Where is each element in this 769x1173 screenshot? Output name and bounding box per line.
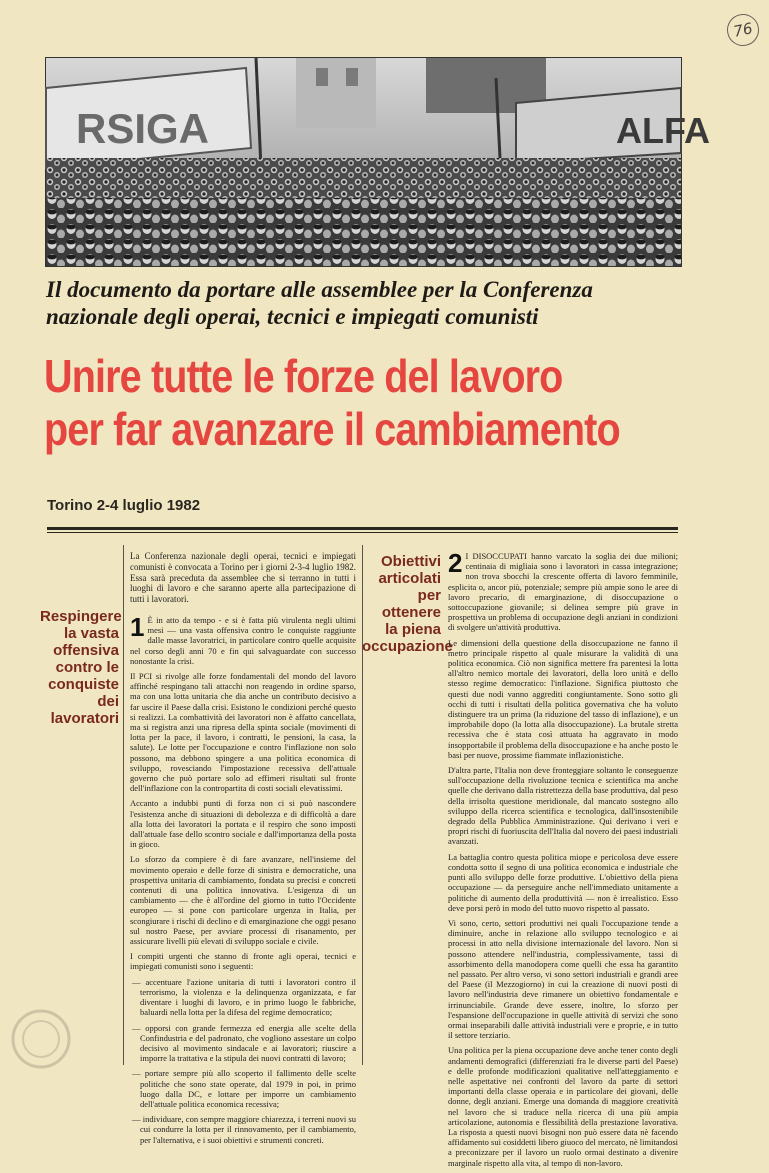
- paragraph: [448, 548, 678, 633]
- section1-title-line: la vasta: [63, 625, 119, 642]
- paragraph: D'altra parte, l'Italia non deve fronteggiare soltanto le conseguenze sull'occupazione della rivoluzione tecnica e scientifica ma anche quelle che derivano dalla ristrettezza della base produttiva, dal peso della irrisolta questione meridionale, dal mancato sostegno allo sviluppo della ricerca scientifica e tecnologica, dall'insostenibile degrado della Pubblica Amministrazione. Qui derivano i veri e propri rischi di fuoriuscita dell'Italia dal novero dei paesi industriali avanzati.: [448, 765, 678, 847]
- section2-title-line: articolati: [378, 570, 441, 587]
- paragraph: I compiti urgenti che stanno di fronte agli operai, tecnici e impiegati comunisti sono i seguenti:: [130, 951, 356, 972]
- section1-title-line: Respingere: [40, 608, 122, 625]
- paragraph: [130, 611, 356, 666]
- section2-title-line: la piena: [385, 621, 441, 638]
- section2-title-line: ottenere: [381, 604, 441, 621]
- page-number: 76: [724, 11, 762, 49]
- paragraph: Lo sforzo da compiere è di fare avanzare, nell'insieme del movimento operaio e delle forze di sinistra e democratiche, una prospettiva unitaria di cambiamento, fondata su precisi e concreti contenuti di una politica innovativa. L'esigenza di un cambiamento — che è all'ordine del giorno in tutto l'Occidente europeo — si pone con particolare urgenza in Italia, per scongiurare i rischi di declino e di emarginazione che oggi pesano sul nostro Paese, per avviare processi di risanamento, per assicurare livelli più elevati di sviluppo sociale e civile.: [130, 854, 356, 947]
- section2-title: [362, 553, 453, 655]
- subtitle-line: nazionale degli operai, tecnici e impiegati comunisti: [46, 304, 539, 329]
- section1-number: 1: [130, 611, 145, 642]
- subtitle-line: Il documento da portare alle assemblee per la Conferenza: [46, 277, 593, 302]
- intro-paragraph: La Conferenza nazionale degli operai, tecnici e impiegati comunisti è convocata a Torino per i giorni 2-3-4 luglio 1982. Essa sarà preceduta da assemblee che si terranno in tutti i luoghi di lavoro e che saranno aperte alla partecipazione di tutti i lavoratori.: [130, 551, 356, 605]
- headline-line: per far avanzare il cambiamento: [44, 403, 620, 455]
- paragraph: Vi sono, certo, settori produttivi nei quali l'occupazione tende a diminuire, anche in relazione allo sviluppo tecnologico e ai processi in atto nella divisione internazionale del lavoro. Non si possono attendere nell'industria, complessivamente, tassi di assorbimento della manodopera come quelli che essa ha garantito nel passato. Per altro verso, vi sono settori industriali e grandi aree del Paese (il Mezzogiorno) in cui la creazione di nuovi posti di lavoro nell'industria deve rimanere un obiettivo fondamentale e irrinunciabile. Grande deve essere, inoltre, lo sforzo per l'espansione dell'occupazione in quelle attività di servizi che sono ormai inseparabili dalle attività industriali vere e proprie, e in tutto il settore terziario.: [448, 917, 678, 1041]
- section1-title: [40, 608, 122, 727]
- section2-column: [448, 548, 678, 1173]
- paragraph: Una politica per la piena occupazione deve anche tener conto degli andamenti demografici (differenziati fra le diverse parti del Paese) e delle profonde modificazioni qualitative nell'atteggiamento e nelle aspettative nei confronti del lavoro da parte di settori importanti della classe operaia e in particolare dei giovani, delle donne, degli anziani. Emerge una domanda di maggiore creatività nel lavoro che si traduce nella ricerca di una più ampia articolazione, autonomia e flessibilità della prestazione lavorativa. La risposta a questi nuovi bisogni non può essere data nè facendo affidamento sui cosiddetti libero giuoco del mercato, nè limitandosi a preconizzare per il lavoro un ruolo ormai destinato a divenire marginale rispetto alla vita, al tempo di non-lavoro.: [448, 1045, 678, 1168]
- crowd-photo-image: [46, 58, 710, 266]
- paragraph-text: I DISOCCUPATI hanno varcato la soglia dei due milioni; centinaia di migliaia sono i lavoratori in cassa integrazione; non trova sbocchi la crescente offerta di lavoro femminile, esplicita o, ancor più, potenziale; sempre più ampie sono le aree di lavoro precario, di emarginazione, di disoccupazione o sottoccupazione giovanile; si delinea sempre più grave in prospettiva un problema di occupazione degli anziani in condizioni di svolgere un'attività produttiva.: [448, 551, 678, 633]
- section2-title-line: Obiettivi: [380, 553, 441, 570]
- crowd-photo: [45, 57, 710, 267]
- section2-title-line: occupazione: [362, 638, 453, 655]
- bullet-item: — portare sempre più allo scoperto il fallimento delle scelte politiche che sono state operate, dal 1979 in poi, in primo luogo dalla DC, e lottare per imporre un cambiamento dell'attuale politica economica recessiva;: [132, 1068, 356, 1109]
- divider-rule: [47, 527, 678, 530]
- section2-number: 2: [448, 548, 463, 578]
- paragraph: Le dimensioni della questione della disoccupazione ne fanno il metro principale rispetto al quale misurare la validità di una politica economica. Ciò non significa mettere fra parentesi la lotta all'altro nemico mortale dei lavoratori, della loro unità e dello stesso regime democratico: l'inflazione. Significa piuttosto che questi due nodi vanno aggrediti congiuntamente. Sono sotto gli occhi di tutti i risultati della politica governativa che ha voluto distinguere tra un prima (la riduzione del tasso di inflazione), e un improbabile dopo (la lotta alla disoccupazione). La brutale stretta recessiva che è stata così attuata ha aggravato in modo insopportabile il problema della disoccupazione e ha anche posto le basi per nuove, prossime fiammate inflazionistiche.: [448, 637, 678, 760]
- archive-stamp-icon: [6, 1004, 76, 1074]
- section2-title-line: per: [417, 587, 441, 604]
- column-divider: [123, 545, 124, 1065]
- headline: [44, 350, 646, 456]
- bullet-item: — accentuare l'azione unitaria di tutti i lavoratori contro il terrorismo, la violenza e la delinquenza organizzata, e far diventare i luoghi di lavoro, e in primo luogo le fabbriche, baluardi nella lotta per la difesa del regime democratico;: [132, 976, 356, 1018]
- banner-right-text: ALFA: [616, 110, 710, 151]
- subtitle: [46, 276, 726, 330]
- section1-column: [130, 551, 356, 1150]
- bullet-item: — individuare, con sempre maggiore chiarezza, i terreni nuovi su cui condurre la lotta per il rinnovamento, per il cambiamento, per l'alternativa, e i suoi obiettivi e strumenti concreti.: [132, 1114, 356, 1145]
- section1-title-line: conquiste dei: [48, 676, 119, 710]
- dateline: Torino 2-4 luglio 1982: [47, 497, 201, 514]
- section1-title-line: contro le: [55, 659, 119, 676]
- section1-title-line: lavoratori: [50, 710, 119, 727]
- bullet-item: — opporsi con grande fermezza ed energia alle scelte della Confindustria e del padronato, che vogliono assestare un colpo decisivo al movimento sindacale e ai lavoratori; riuscire a imporre la trattativa e la stipula dei nuovi contratti di lavoro;: [132, 1022, 356, 1064]
- section1-title-line: offensiva: [53, 642, 119, 659]
- divider-rule: [47, 532, 678, 533]
- paragraph: La battaglia contro questa politica miope e pericolosa deve essere condotta sotto il segno di una politica economica e industriale che punti allo sviluppo delle forze produttive. L'obiettivo della piena occupazione — da perseguire anche nell'immediato unitamente a politiche di aumento della produttività — non è irrealistico. Esso deve porsi però in modo del tutto nuovo rispetto al passato.: [448, 851, 678, 913]
- paragraph: Il PCI si rivolge alle forze fondamentali del mondo del lavoro affinché respingano tali attacchi non reagendo in ordine sparso, ma con una lotta unitaria che dia anche un contributo decisivo a far uscire il Paese dalla crisi. Esistono le condizioni perché questo si realizzi. La combattività dei lavoratori non è affatto cancellata, ma si registra anzi una ripresa della spinta sociale (movimenti di lotta per la pace, il lavoro, i contratti, le pensioni, la casa, la salute). Le lotte per l'occupazione e contro l'inflazione non solo possono, ma debbono spingere a una politica economica di sviluppo, rovesciando l'impostazione recessiva dell'attuale governo che può portare solo ad effimeri risultati sul fronte dell'inflazione con la contropartita di costi sociali elevatissimi.: [130, 671, 356, 794]
- headline-line: Unire tutte le forze del lavoro: [44, 350, 563, 402]
- paragraph: Accanto a indubbi punti di forza non ci si può nascondere l'esistenza anche di situazioni di debolezza e di difficoltà a dare alla lotta dei lavoratori la portata e il respiro che sono imposti dall'attuale fase dello scontro sociale e dall'importanza della posta in gioco.: [130, 798, 356, 850]
- banner-left-text: RSIGA: [76, 105, 210, 152]
- paragraph-text: È in atto da tempo - e si è fatta più virulenta negli ultimi mesi — una vasta offensiva contro le conquiste raggiunte dalle masse lavoratrici, in particolare contro quelle acquisite nel corso degli anni 70 e fin qui salvaguardate con successo nonostante la crisi.: [130, 614, 356, 666]
